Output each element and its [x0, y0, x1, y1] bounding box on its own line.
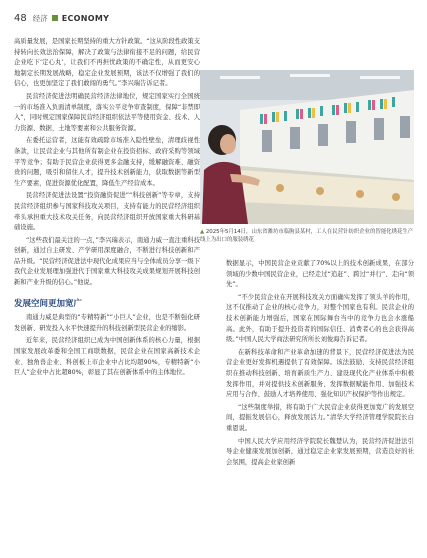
body-paragraph: 民营经济促进法设置“投资融资促进”“科技创新”等专章，支持民营经济组织参与国家科技攻关项目，支持有能力的民营经济组织牵头承担重大技术攻关任务，向民营经济组织开放国家重大科研基础设施。: [14, 192, 200, 232]
body-paragraph: 民营经济促进法明确民营经济法律地位，规定国家实行全国统一的市场准入负面清单制度，落实公平竞争审查制度，保障“非禁即入”，同时规定国家保障民营经济组织依法平等使用资金、技术、人力资源、数据、土地等要素和公共服务资源。: [14, 92, 200, 132]
body-paragraph: 在委托运营者，这能有效疏除市场准入隐性壁垒，清理歧视性条款，让民营企业与其他所有制企业在投资招标、政府采购等领域平等竞争；有助于民营企业获得更多金融支持，缓解融资难、融资贵的问题，吸引和留住人才，提升技术创新能力，获取数据等新型生产要素，促进资源优化配置，降低生产经营成本。: [14, 137, 200, 187]
section-label-cn: 经济: [32, 13, 48, 23]
body-paragraph: 在新科技革命和产业革命加速的背景下，民营经济促进法为民营企业更好发挥机遇提供了有效保障。该法鼓励、支持民营经济组织在推动科技创新、培育新质生产力、建设现代化产业体系中积极发挥作用，并对提供技术创新服务、发挥数据赋能作用、加强技术应用与合作、鼓励人才培养使用、强化知识产权保护等作出规定。: [226, 348, 414, 399]
body-paragraph: 中国人民大学应用经济学院院长魏楚认为，民营经济促进法引导企业健康发展加创新，通过稳定企业家发展预期，营造良好的社会氛围，提高企业家创新: [226, 437, 414, 466]
caption-text: 2025年5月14日，山东省潍坊市临朐县某村，工人在民营针纺织企业的智能化绣花生产线上为出口的服装绣花: [200, 229, 414, 243]
page-number: 48: [14, 12, 27, 24]
photo-caption: [200, 228, 414, 244]
body-paragraph: “这些我们最关注的一点，”李兴瑞表示，南通力威一直注重科技创新，通过自主研发、产学研用深度融合，不断进行科技创新和产品升级。“民营经济促进法中现代化成果应当与全体成员分享一级下我代企业发展理加强进代于国家重大科技攻关成果规划开展科技创新和产业升级的信心。”他说。: [14, 236, 200, 287]
body-paragraph: “这些制度举措，将有助于广大民营企业获得更加宽广的发展空间，提振发展信心，释放发展活力。”清华大学经济管理学院院长白重恩说。: [226, 403, 414, 432]
left-article-column: [14, 37, 200, 381]
caption-marker-icon: ▲: [200, 229, 205, 235]
right-article-column: [226, 259, 414, 470]
body-paragraph: 近年来，民营经济组织已成为中国创新体系的核心力量，根据国家发展改革委和全国工商联数据，民营企业在国家高新技术企业、独角兽企业、科创板上市企业中占比均超90%，专精特新“小巨人”企业中占比超80%，彰显了其在创新体系中的主体地位。: [14, 337, 200, 377]
body-paragraph: 数据显示，中国民营企业贡献了70%以上的技术创新成果，在部分领域的少数中国民营企业，已经走过“追赶”、跨过“并行”、走向“领先”。: [226, 260, 414, 289]
section-marker-icon: [52, 15, 58, 21]
factory-photo: [200, 70, 414, 224]
body-paragraph: “不少民营企业在开展科技攻关方面确实发挥了领头羊的作用，这不仅推动了企业的核心竞争力，对整个国家也有利。民营企业的技术创新能力增强后，国家在国际舞台当中的竞争力也会水涨船高。此外，有助于提升投资者的国际信任、消费者心的也会获得高级。”中国人民大学商法研究所所长刘俊海告诉记者。: [226, 293, 414, 344]
page-header: [14, 10, 414, 26]
body-paragraph: 南通力威是典型的“专精特新”“小巨人”企业，也是不断强化研发创新、研发投入水平快速提升的科技创新型民营企业的缩影。: [14, 314, 200, 332]
embroidery-machine-illustration: [200, 70, 414, 224]
section-label-en: ECONOMY: [61, 13, 110, 23]
body-paragraph: 高质量发展，是国家长期坚持的重大方针政策。“这从阶段性政策支持转向长效法治保障，解决了政策与法律衔接不足的问题，给民营企业吃下‘定心丸’，让我们不再担忧政策的不确定性，从而更安心地制定长期发展战略，稳定企业发展预期，该法不仅增强了我们的信心，也更加坚定了我们敢闯的勇气。”李兴瑞告诉记者。: [14, 38, 200, 88]
section-subheading: 发展空间更加宽广: [14, 298, 83, 309]
